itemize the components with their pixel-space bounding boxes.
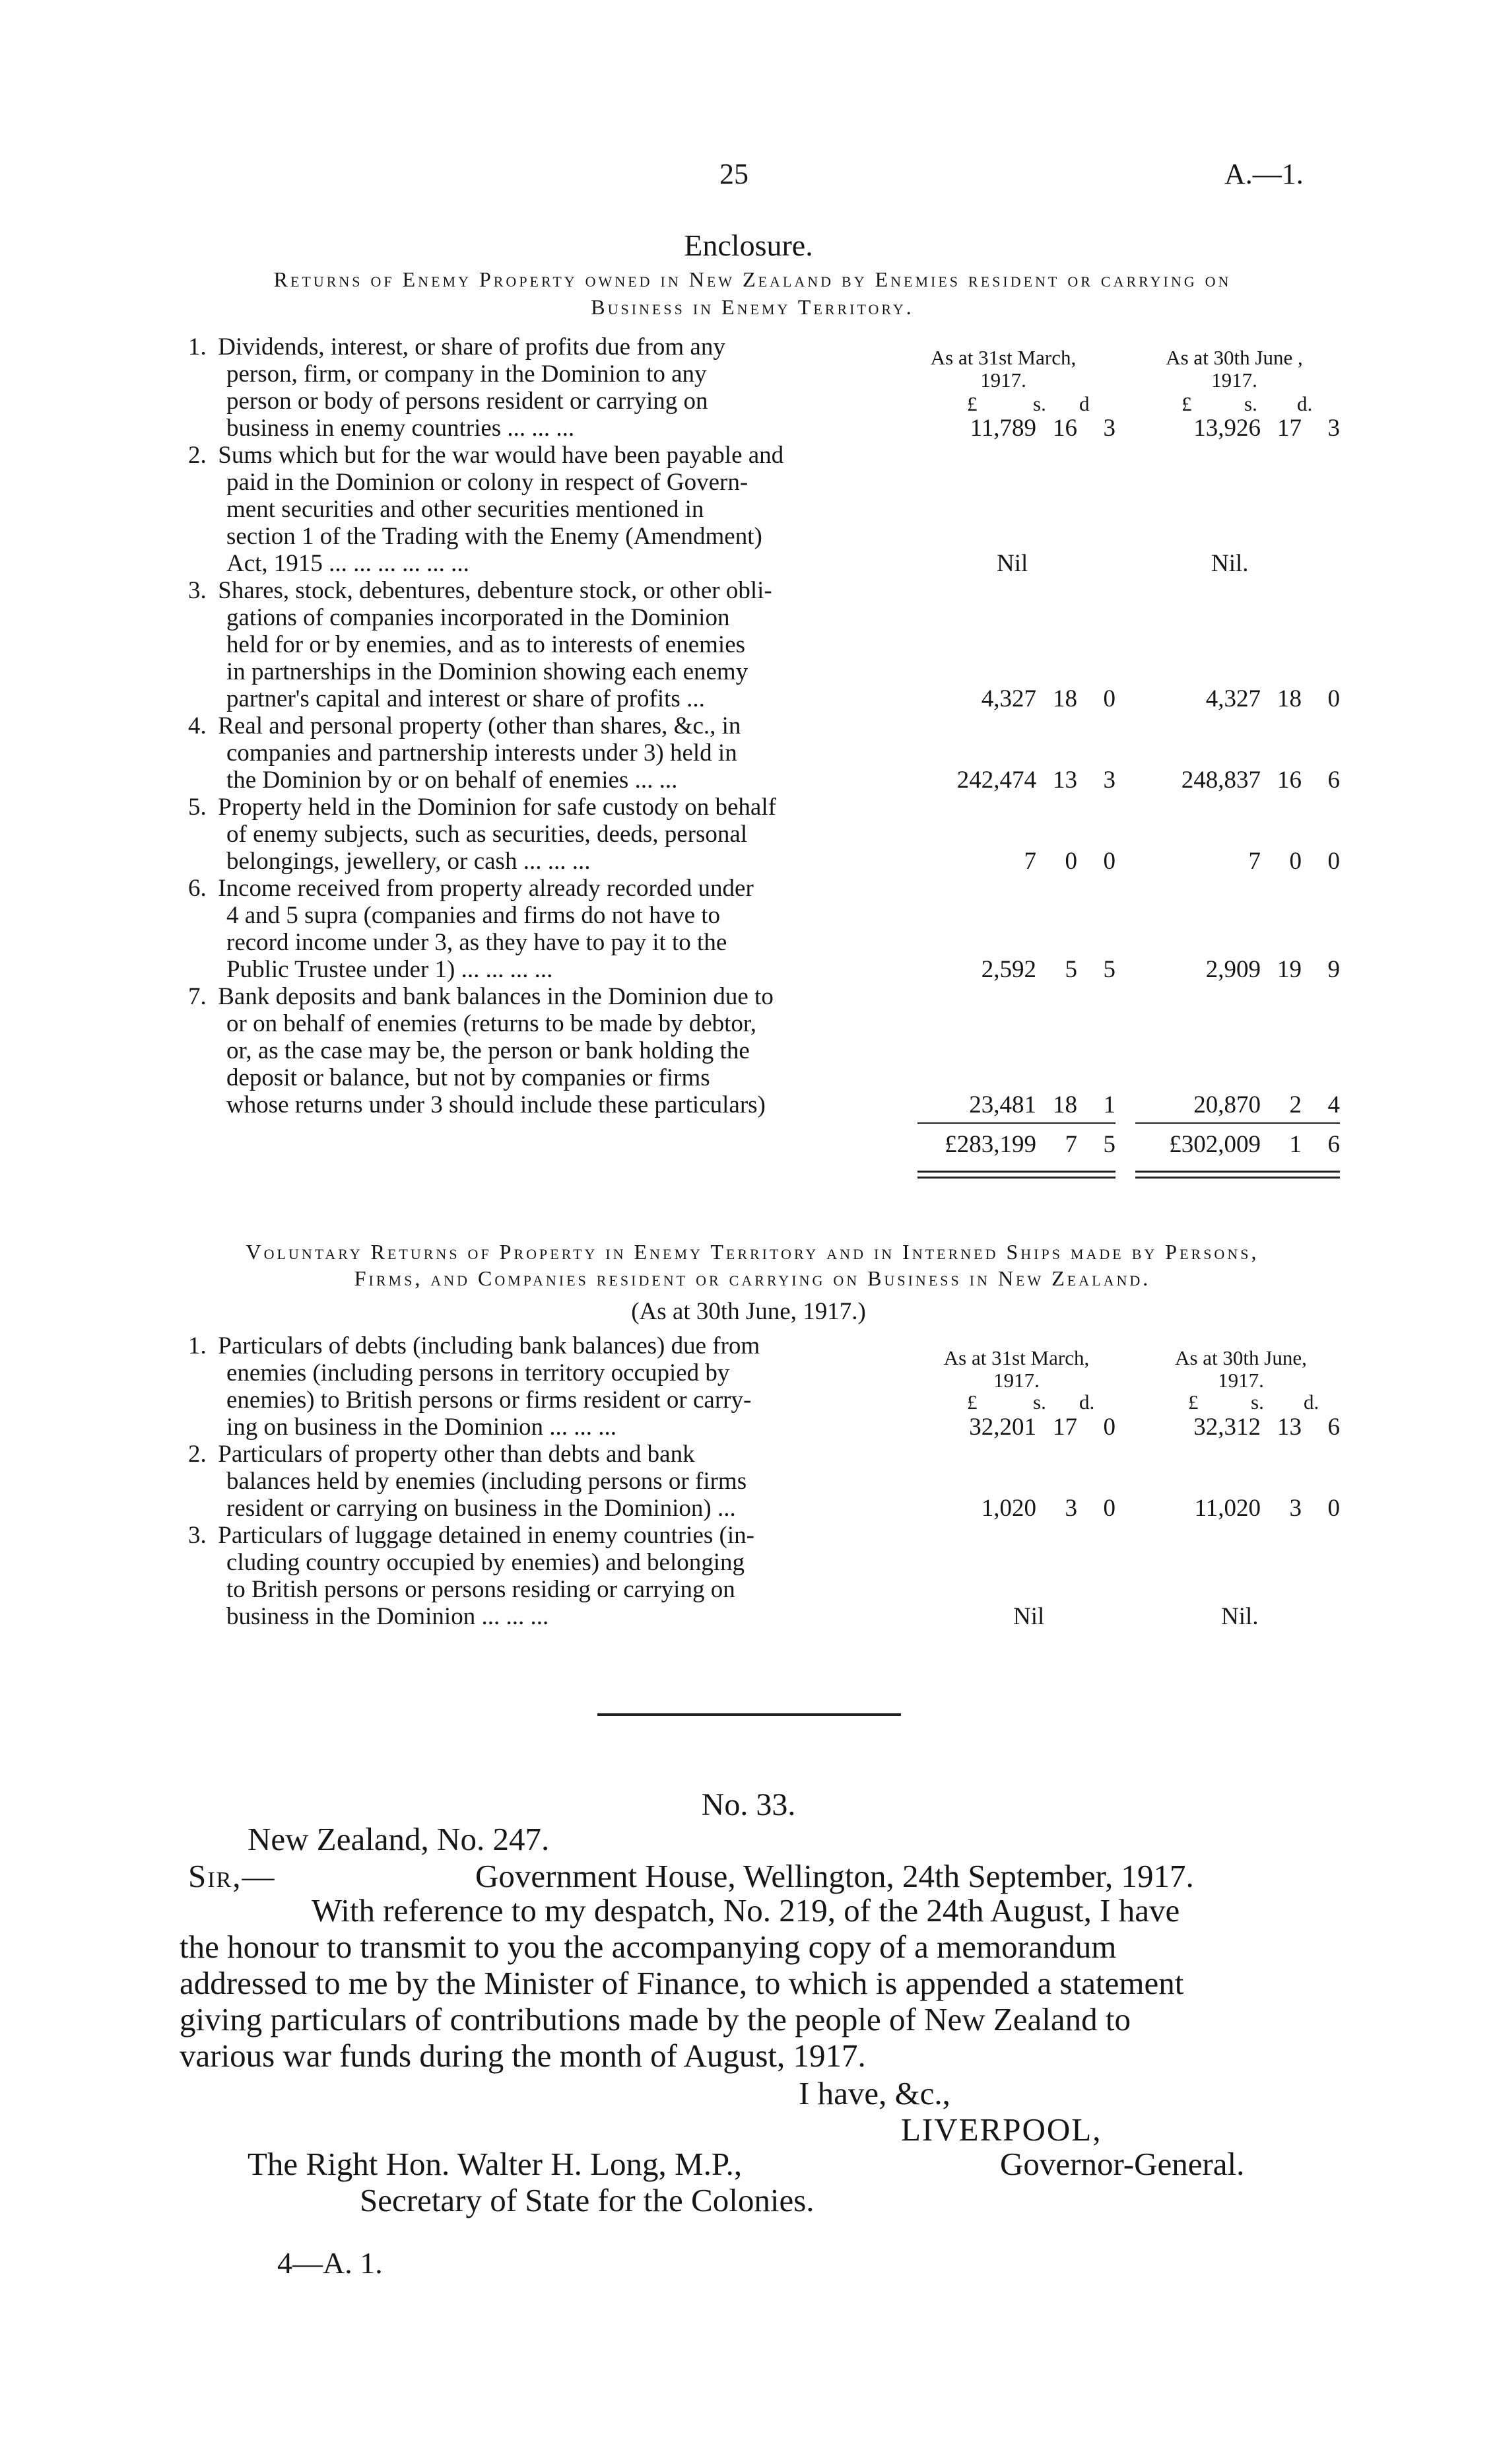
enclosure-item-3: 3. Shares, stock, debentures, debenture stock, or other obli- gations of companies incorporated in the Dominion held for or by enemies, and as to interests of enemies in partnerships in the Dominion showing each enemy partner's capital and interest or share of profits ... [188,577,772,712]
closing: I have, &c., [799,2075,950,2111]
enclosure-item-4: 4. Real and personal property (other than shares, &c., in companies and partnership interests under 3) held in the Dominion by or on behalf of enemies ... ... [188,712,741,794]
salutation: Sir,— [188,1858,276,1894]
vol-item-3-march-nil: Nil [1013,1603,1045,1630]
enclosure-subtitle-line1: Returns of Enemy Property owned in New Zealand by Enemies resident or carrying on [273,267,1232,291]
enclosure-item-7: 7. Bank deposits and bank balances in the Dominion due to or on behalf of enemies (returns to be made by debtor, or, as the case may be, the person or bank holding the deposit or balance, but not by companies or firms whose returns under 3 should include these particulars) [188,983,774,1118]
addressee-line1: The Right Hon. Walter H. Long, M.P., [248,2146,743,2182]
vol-col-head-june: As at 30th June, 1917. [1175,1346,1307,1392]
enclosure-item-5: 5. Property held in the Dominion for safe custody on behalf of enemy subjects, such as securities, deeds, personal belongings, jewellery, or cash ... ... ... [188,794,776,875]
voluntary-item-2: 2. Particulars of property other than debts and bank balances held by enemies (including persons or firms resident or carrying on business in the Dominion) ... [188,1441,747,1522]
total-rule-top-june [1135,1122,1340,1124]
item-2-june-nil: Nil. [1211,550,1249,577]
despatch-ref: New Zealand, No. 247. [248,1821,550,1857]
paper-reference: A.—1. [1224,158,1304,190]
voluntary-title-line1: Voluntary Returns of Property in Enemy Territory and in Interned Ships made by Persons, [246,1240,1259,1264]
voluntary-item-1: 1. Particulars of debts (including bank balances) due from enemies (including persons in territory occupied by enemies) to British persons or firms resident or carry- ing on business in the Dominion ... ... ... [188,1332,760,1441]
total-double-rule-march-1 [917,1171,1115,1173]
enclosure-item-1: 1. Dividends, interest, or share of profits due from any person, firm, or company in the Dominion to any person or body of persons resident or carrying on business in enemy countries ... ... ... [188,333,725,442]
col-head-june: As at 30th June , 1917. [1166,346,1303,392]
item-2-march-nil: Nil [997,550,1028,577]
vol-col-head-march: As at 31st March, 1917. [943,1346,1090,1392]
footer-ref: 4—A. 1. [277,2246,383,2280]
place-date: Government House, Wellington, 24th September, 1917. [475,1858,1194,1894]
despatch-paragraph: With reference to my despatch, No. 219, of the 24th August, I have the honour to transmit to you the accompanying copy of a memorandum addressed to me by the Minister of Finance, to which is appended a statement giving particulars of contributions made by the people of New Zealand to various war funds during the month of August, 1917. [180,1892,1184,2074]
enclosure-title: Enclosure. [684,228,813,262]
despatch-number: No. 33. [701,1787,796,1822]
addressee-line2: Secretary of State for the Colonies. [360,2182,815,2218]
vol-item-3-june-nil: Nil. [1221,1603,1259,1630]
page-number: 25 [719,158,748,190]
enclosure-subtitle-line2: Business in Enemy Territory. [591,295,914,319]
total-double-rule-march-2 [917,1177,1115,1179]
total-double-rule-june-1 [1135,1171,1340,1173]
voluntary-date: (As at 30th June, 1917.) [631,1298,866,1325]
signature-title: Governor-General. [1000,2146,1245,2182]
total-rule-top-march [917,1122,1115,1124]
enclosure-item-6: 6. Income received from property already recorded under 4 and 5 supra (companies and firms do not have to record income under 3, as they have to pay it to the Public Trustee under 1) ... ... ... ... [188,875,754,983]
voluntary-title-line2: Firms, and Companies resident or carrying on Business in New Zealand. [354,1266,1151,1290]
col-head-march: As at 31st March, 1917. [930,346,1077,392]
total-double-rule-june-2 [1135,1177,1340,1179]
enclosure-item-2: 2. Sums which but for the war would have been payable and paid in the Dominion or colony in respect of Govern- ment securities and other securities mentioned in section 1 of the Trading with the Enemy (Amendment) Act, 1915 ... ... ... ... ... ... [188,442,784,577]
section-separator [597,1713,901,1716]
voluntary-item-3: 3. Particulars of luggage detained in enemy countries (in- cluding country occupied by enemies) and belonging to British persons or persons residing or carrying on business in the Dominion ... ... ... [188,1522,754,1630]
signature: LIVERPOOL, [901,2111,1102,2148]
